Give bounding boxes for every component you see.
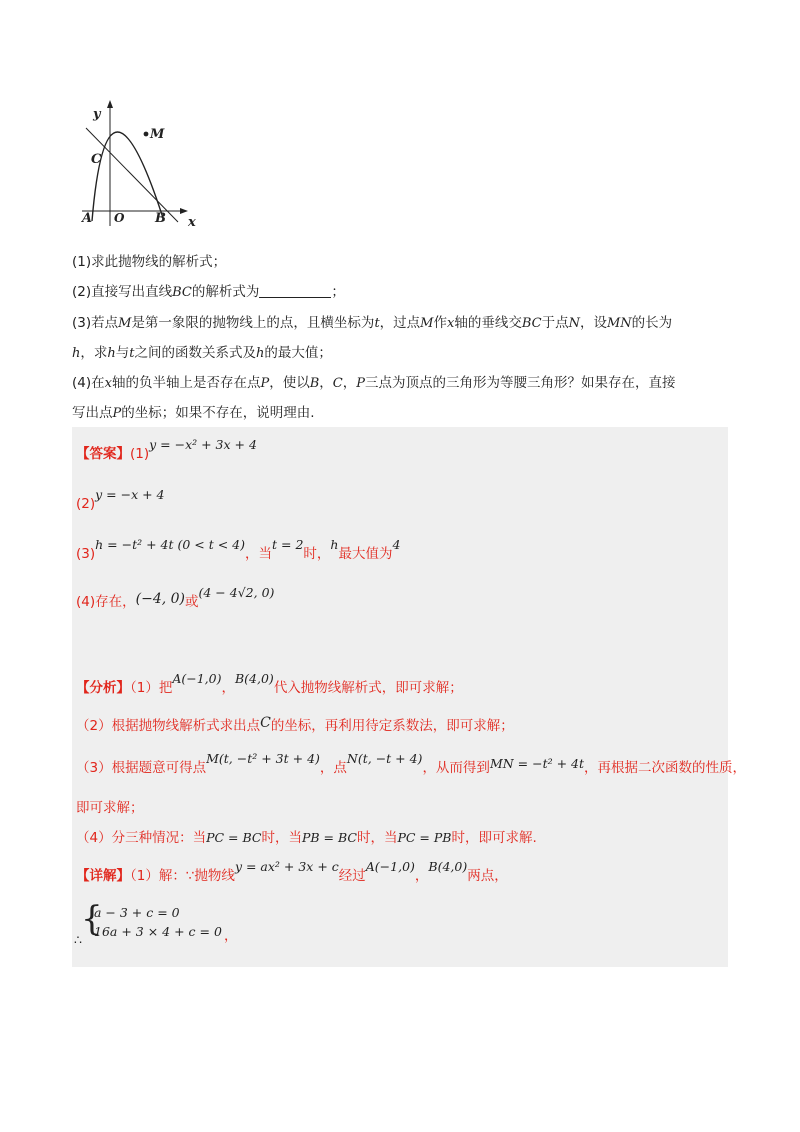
analysis-point-m: M(t, −t² + 3t + 4) (206, 751, 320, 766)
analysis-point-b: B(4,0) (234, 671, 274, 686)
therefore-symbol: ∴ (74, 932, 82, 947)
symbol-mn: MN (606, 316, 632, 331)
q3-text-k: 之间的函数关系式及 (134, 345, 256, 361)
question-1-text: (1)求此抛物线的解析式； (72, 254, 227, 270)
parabola-figure (80, 98, 205, 228)
answer-2-expr: y = −x + 4 (95, 487, 165, 502)
q4-text-d: ， (319, 375, 333, 391)
detail-1-text-b: 经过 (338, 868, 366, 884)
answer-3-text-3: 最大值为 (338, 546, 393, 562)
question-2-end: ； (331, 284, 345, 300)
analysis-4-text-d: 时，即可求解. (451, 830, 537, 846)
analysis-cond-2: PB = BC (301, 830, 357, 845)
equation-system (74, 900, 274, 950)
q3-text-g: ，设 (579, 315, 607, 331)
symbol-p-2: P (356, 376, 365, 391)
analysis-3-text-e: 即可求解； (76, 800, 144, 816)
system-brace: { (81, 899, 103, 939)
label-m: M (150, 127, 165, 142)
q4-text-h: 的坐标；如果不存在，说明理由. (121, 405, 315, 421)
detail-1-sep: ， (414, 868, 429, 884)
question-4-line-1 (72, 373, 732, 394)
label-o: O (114, 211, 125, 225)
analysis-line-3 (76, 751, 746, 778)
analysis-3-text-a: （3）根据题意可得点 (76, 760, 207, 776)
symbol-h-2: h (107, 346, 116, 361)
question-2 (72, 282, 732, 303)
answer-line-1 (76, 437, 257, 464)
symbol-c: C (332, 376, 343, 391)
detail-point-b: B(4,0) (428, 859, 468, 874)
label-b: B (155, 211, 166, 226)
answer-1-expr: y = −x² + 3x + 4 (149, 437, 257, 452)
answer-3-text-1: ，当 (245, 546, 272, 562)
symbol-m: M (118, 316, 132, 331)
answer-3-expr: h = −t² + 4t (0 < t < 4) (95, 537, 245, 552)
detail-parabola-expr: y = ax² + 3x + c (234, 859, 339, 874)
analysis-cond-1: PC = BC (206, 830, 262, 845)
q3-text-d: 作 (433, 315, 447, 331)
question-2-text: (2)直接写出直线 (72, 284, 173, 300)
answer-1-label: (1) (130, 446, 150, 462)
q3-text-j: 与 (115, 345, 130, 361)
line-bc (86, 128, 178, 222)
answer-3-max: 4 (392, 537, 401, 552)
symbol-x: x (446, 316, 455, 331)
question-4-line-2 (72, 403, 732, 424)
answer-tag: 【答案】 (76, 446, 130, 462)
line-bc-symbol: BC (172, 285, 192, 300)
q3-text-b: 是第一象限的抛物线上的点，且横坐标为 (131, 315, 375, 331)
label-x: x (188, 215, 196, 228)
q3-text-h: 的长为 (631, 315, 673, 331)
detail-tag: 【详解】 (76, 868, 130, 884)
q4-text-c: ，使以 (269, 375, 310, 391)
detail-1-text-a: （1）解：∵抛物线 (130, 868, 235, 884)
x-axis-arrow (180, 208, 188, 214)
q3-text-l: 的最大值； (264, 345, 332, 361)
analysis-tag: 【分析】 (76, 680, 130, 696)
analysis-point-c: C (260, 715, 271, 731)
q3-text-f: 于点 (541, 315, 569, 331)
symbol-p: P (260, 376, 270, 391)
analysis-point-a: A(−1,0) (172, 671, 222, 686)
y-axis-arrow (107, 100, 113, 108)
analysis-1-sep: ， (221, 680, 235, 696)
detail-1-text-c: 两点， (467, 868, 508, 884)
analysis-4-text-a: （4）分三种情况：当 (76, 830, 207, 846)
symbol-h-3: h (255, 346, 265, 361)
answer-line-2 (76, 487, 165, 514)
label-c: C (91, 152, 102, 167)
symbol-h: h (72, 346, 81, 361)
q3-text-c: ，过点 (379, 315, 421, 331)
detail-point-a: A(−1,0) (365, 859, 415, 874)
answer-3-h: h (330, 537, 339, 552)
symbol-m-2: M (420, 316, 434, 331)
analysis-line-3b (76, 798, 144, 818)
point-m (144, 132, 149, 137)
detail-line-1 (76, 859, 508, 886)
answer-line-4 (76, 585, 275, 612)
analysis-line-2 (76, 716, 514, 736)
analysis-line-4 (76, 828, 537, 848)
answer-blank (259, 283, 331, 298)
q4-text-b: 轴的负半轴上是否存在点 (111, 375, 261, 391)
answer-4-or: 或 (185, 594, 199, 610)
label-y: y (93, 107, 101, 122)
label-a: A (82, 211, 93, 226)
system-end: ， (224, 928, 238, 944)
symbol-t: t (374, 316, 380, 331)
answer-2-label: (2) (76, 496, 96, 512)
question-3-line-1 (72, 313, 732, 334)
analysis-cond-3: PC = PB (397, 830, 452, 845)
q3-text-a: (3)若点 (72, 315, 119, 331)
q4-text-g: 写出点 (72, 405, 113, 421)
symbol-n: N (568, 316, 580, 331)
analysis-3-text-c: ，从而得到 (422, 760, 490, 776)
answer-line-3 (76, 537, 401, 564)
symbol-x-2: x (104, 376, 112, 391)
analysis-3-text-d: ，再根据二次函数的性质， (584, 760, 746, 776)
analysis-1-text-a: （1）把 (130, 680, 173, 696)
system-equation-2: 16a + 3 × 4 + c = 0 (94, 924, 222, 939)
question-2-text-2: 的解析式为 (191, 284, 260, 300)
q4-text-a: (4)在 (72, 375, 105, 391)
analysis-line-1 (76, 671, 463, 698)
analysis-point-n: N(t, −t + 4) (346, 751, 423, 766)
analysis-2-text-a: （2）根据抛物线解析式求出点 (76, 718, 261, 734)
answer-3-cond: t = 2 (272, 537, 304, 552)
answer-4-point-1: (−4, 0) (135, 591, 185, 607)
answer-4-label: (4)存在， (76, 594, 136, 610)
symbol-b: B (309, 376, 320, 391)
analysis-4-text-b: 时，当 (261, 830, 302, 846)
analysis-2-text-b: 的坐标，再利用待定系数法，即可求解； (270, 718, 514, 734)
symbol-bc: BC (521, 316, 542, 331)
q3-text-i: ，求 (80, 345, 108, 361)
system-equation-1: a − 3 + c = 0 (94, 905, 180, 920)
analysis-4-text-c: 时，当 (356, 830, 398, 846)
answer-3-text-2: 时， (303, 546, 331, 562)
answer-4-point-2: (4 − 4√2, 0) (198, 585, 275, 600)
symbol-t-2: t (129, 346, 135, 361)
q3-text-e: 轴的垂线交 (454, 315, 522, 331)
q4-text-f: 三点为顶点的三角形为等腰三角形？如果存在，直接 (364, 375, 676, 391)
analysis-1-text-b: 代入抛物线解析式，即可求解； (273, 680, 463, 696)
analysis-3-text-b: ，点 (319, 760, 347, 776)
symbol-p-3: P (112, 406, 122, 421)
answer-3-label: (3) (76, 546, 96, 562)
q4-text-e: ， (342, 375, 357, 391)
analysis-mn-expr: MN = −t² + 4t (489, 756, 584, 771)
question-3-line-2 (72, 343, 732, 364)
question-1 (72, 252, 732, 272)
